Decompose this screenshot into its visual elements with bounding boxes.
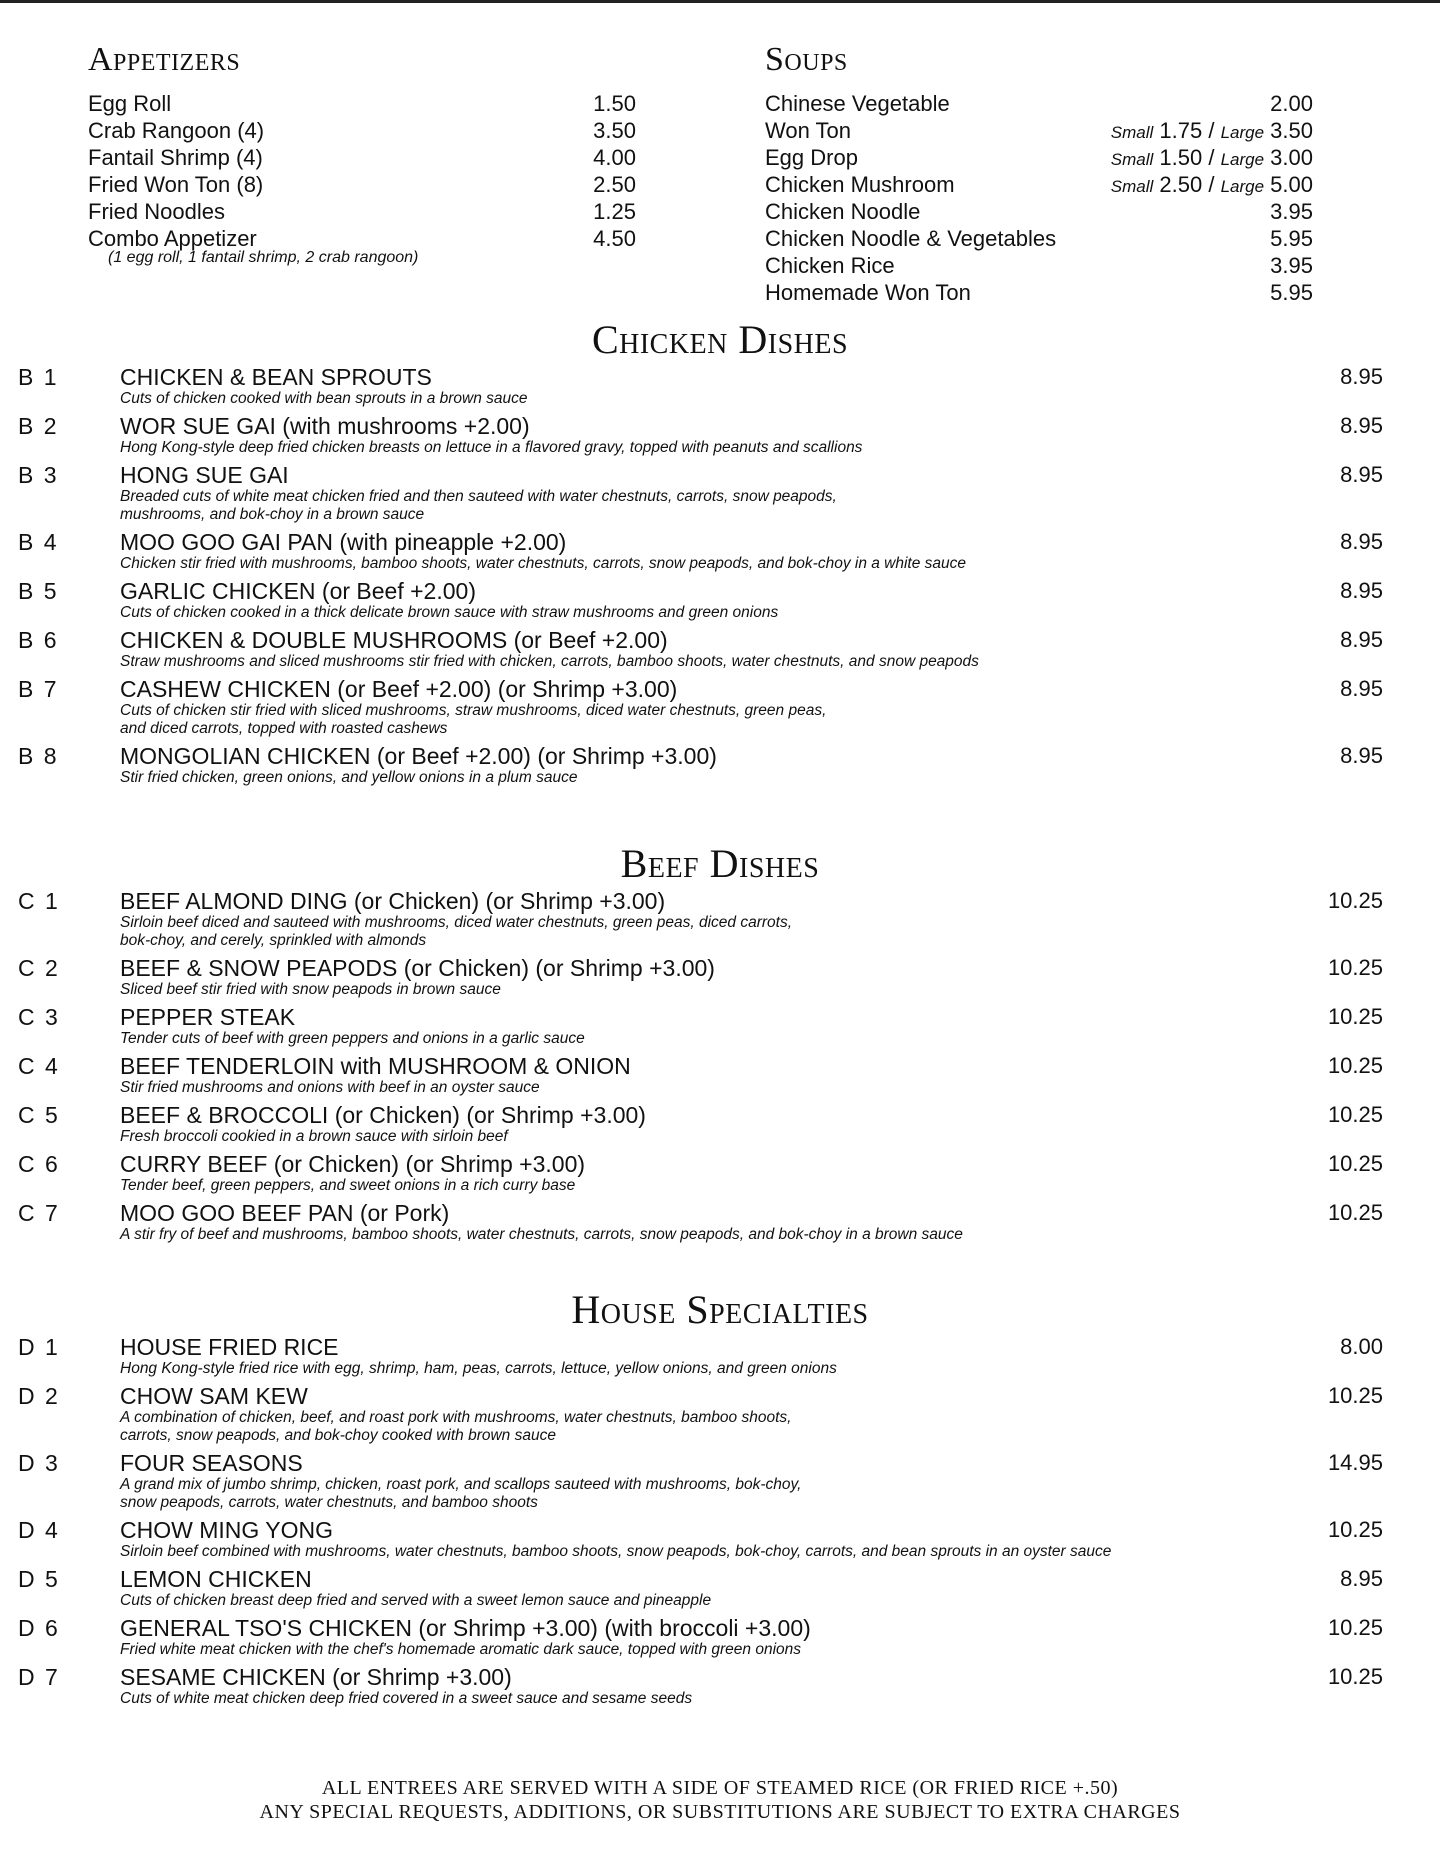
item-name: GARLIC CHICKEN (or Beef +2.00) <box>120 578 476 604</box>
item-name: SESAME CHICKEN (or Shrimp +3.00) <box>120 1664 512 1690</box>
appetizers-title: Appetizers <box>88 41 241 78</box>
top-section <box>0 40 1440 310</box>
menu-item <box>0 1334 1440 1378</box>
item-price: 8.95 <box>1340 364 1383 389</box>
appetizers-list <box>88 90 636 267</box>
appetizer-item <box>88 198 636 225</box>
large-price: 3.00 <box>1270 145 1313 170</box>
footer-extra-charges-note: ANY SPECIAL REQUESTS, ADDITIONS, OR SUBSTITUTIONS ARE SUBJECT TO EXTRA CHARGES <box>259 1801 1181 1823</box>
item-price: 10.25 <box>1327 1102 1383 1127</box>
menu-item <box>0 676 1440 738</box>
menu-item <box>0 743 1440 787</box>
item-code: B 4 <box>18 529 59 555</box>
soup-item <box>765 279 1313 306</box>
chicken-dishes-title: Chicken Dishes <box>591 317 849 362</box>
appetizer-name: Crab Rangoon (4) <box>88 118 265 143</box>
beef-dishes-section <box>0 842 1440 1249</box>
soup-price: Small 1.75 / Large 3.50 <box>1110 118 1313 143</box>
beef-dishes-title: Beef Dishes <box>620 841 820 886</box>
item-name: BEEF ALMOND DING (or Chicken) (or Shrimp +3.00) <box>120 888 666 914</box>
soup-name: Egg Drop <box>765 145 858 170</box>
soup-name: Chicken Rice <box>765 253 895 278</box>
item-name: BEEF & SNOW PEAPODS (or Chicken) (or Shrimp +3.00) <box>120 955 715 981</box>
appetizer-item <box>88 171 636 198</box>
item-price: 10.25 <box>1327 1151 1383 1176</box>
appetizer-item <box>88 90 636 117</box>
item-code: D 6 <box>18 1615 60 1641</box>
item-description: Cuts of white meat chicken deep fried covered in a sweet sauce and sesame seeds <box>120 1690 693 1707</box>
item-price: 10.25 <box>1327 1383 1383 1408</box>
menu-footer <box>0 1776 1440 1824</box>
appetizer-name: Combo Appetizer <box>88 226 257 251</box>
menu-item <box>0 1664 1440 1708</box>
appetizers-column <box>88 40 636 267</box>
item-name: CHOW MING YONG <box>120 1517 333 1543</box>
appetizer-name: Fried Noodles <box>88 199 225 224</box>
item-code: C 4 <box>18 1053 60 1079</box>
appetizer-item <box>88 144 636 171</box>
item-name: GENERAL TSO'S CHICKEN (or Shrimp +3.00) (with broccoli +3.00) <box>120 1615 811 1641</box>
appetizer-price: 2.50 <box>593 172 636 197</box>
menu-item <box>0 462 1440 524</box>
item-code: C 3 <box>18 1004 60 1030</box>
small-label: Small <box>1110 150 1154 169</box>
menu-item <box>0 1566 1440 1610</box>
item-description: Chicken stir fried with mushrooms, bamboo shoots, water chestnuts, carrots, snow peapods, and bok-choy in a white sauce <box>120 555 967 572</box>
item-name: MOO GOO GAI PAN (with pineapple +2.00) <box>120 529 567 555</box>
menu-item <box>0 413 1440 457</box>
menu-item <box>0 1151 1440 1195</box>
item-price: 10.25 <box>1327 1517 1383 1542</box>
item-code: D 2 <box>18 1383 60 1409</box>
item-description: mushrooms, and bok-choy in a brown sauce <box>120 506 425 523</box>
appetizer-name: Fried Won Ton (8) <box>88 172 264 197</box>
item-description: Hong Kong-style fried rice with egg, shrimp, ham, peas, carrots, lettuce, yellow onions, and green onions <box>120 1360 837 1377</box>
item-price: 8.95 <box>1340 413 1383 438</box>
item-name: BEEF TENDERLOIN with MUSHROOM & ONION <box>120 1053 631 1079</box>
large-price: 5.00 <box>1270 172 1313 197</box>
item-code: B 3 <box>18 462 59 488</box>
item-description: Breaded cuts of white meat chicken fried and then sauteed with water chestnuts, carrots, snow peapods, <box>120 488 837 505</box>
item-code: C 1 <box>18 888 60 914</box>
item-description: A grand mix of jumbo shrimp, chicken, roast pork, and scallops sauteed with mushrooms, bok-choy, <box>120 1476 802 1493</box>
large-label: Large <box>1220 123 1265 142</box>
appetizer-price: 4.00 <box>593 145 636 170</box>
item-price: 8.95 <box>1340 462 1383 487</box>
item-description: Sirloin beef diced and sauteed with mushrooms, diced water chestnuts, green peas, diced carrots, <box>120 914 793 931</box>
item-price: 8.95 <box>1340 529 1383 554</box>
item-code: C 7 <box>18 1200 60 1226</box>
soup-price: 3.95 <box>1270 199 1313 224</box>
menu-item <box>0 1102 1440 1146</box>
item-description: bok-choy, and cerely, sprinkled with almonds <box>120 932 427 949</box>
soup-item <box>765 144 1313 171</box>
item-description: A stir fry of beef and mushrooms, bamboo shoots, water chestnuts, carrots, snow peapods, and bok-choy in a brown sauce <box>120 1226 963 1243</box>
item-code: B 6 <box>18 627 59 653</box>
item-code: B 5 <box>18 578 59 604</box>
item-code: D 3 <box>18 1450 60 1476</box>
menu-item <box>0 1383 1440 1445</box>
item-description: snow peapods, carrots, water chestnuts, and bamboo shoots <box>120 1494 538 1511</box>
item-name: MOO GOO BEEF PAN (or Pork) <box>120 1200 450 1226</box>
beef-dishes-list <box>0 888 1440 1244</box>
item-name: PEPPER STEAK <box>120 1004 296 1030</box>
item-code: D 4 <box>18 1517 60 1543</box>
soup-item <box>765 252 1313 279</box>
soup-price: Small 2.50 / Large 5.00 <box>1110 172 1313 197</box>
item-description: Cuts of chicken cooked in a thick delicate brown sauce with straw mushrooms and green onions <box>120 604 779 621</box>
small-price: 1.50 <box>1159 145 1203 170</box>
item-code: C 5 <box>18 1102 60 1128</box>
menu-item <box>0 364 1440 408</box>
item-price: 10.25 <box>1327 1664 1383 1689</box>
menu-item <box>0 1517 1440 1561</box>
soup-item <box>765 171 1313 198</box>
item-description: Fresh broccoli cookied in a brown sauce with sirloin beef <box>120 1128 508 1145</box>
footer-rice-note: ALL ENTREES ARE SERVED WITH A SIDE OF STEAMED RICE (OR FRIED RICE +.50) <box>321 1777 1119 1799</box>
soup-name: Chinese Vegetable <box>765 91 950 116</box>
soup-item <box>765 198 1313 225</box>
menu-item <box>0 1450 1440 1512</box>
item-code: C 2 <box>18 955 60 981</box>
small-price: 2.50 <box>1159 172 1203 197</box>
soup-price: 5.95 <box>1270 226 1313 251</box>
house-specialties-title: House Specialties <box>571 1287 869 1332</box>
item-description: Fried white meat chicken with the chef's homemade aromatic dark sauce, topped with green onions <box>120 1641 802 1658</box>
item-price: 14.95 <box>1327 1450 1383 1475</box>
soups-list <box>765 90 1313 306</box>
menu-item <box>0 578 1440 622</box>
large-label: Large <box>1220 177 1265 196</box>
appetizer-note: (1 egg roll, 1 fantail shrimp, 2 crab rangoon) <box>108 249 419 266</box>
item-price: 10.25 <box>1327 1053 1383 1078</box>
item-name: CHICKEN & DOUBLE MUSHROOMS (or Beef +2.00) <box>120 627 668 653</box>
soups-column <box>765 40 1313 306</box>
item-description: Sirloin beef combined with mushrooms, water chestnuts, bamboo shoots, snow peapods, bok-choy, carrots, and bean sprouts in an oyster sauce <box>120 1543 1112 1560</box>
menu-item <box>0 627 1440 671</box>
soup-item <box>765 117 1313 144</box>
item-price: 8.95 <box>1340 676 1383 701</box>
item-price: 10.25 <box>1327 1004 1383 1029</box>
item-price: 8.95 <box>1340 627 1383 652</box>
appetizer-price: 3.50 <box>593 118 636 143</box>
item-code: D 5 <box>18 1566 60 1592</box>
chicken-dishes-section <box>0 318 1440 792</box>
appetizer-name: Fantail Shrimp (4) <box>88 145 263 170</box>
item-code: B 2 <box>18 413 59 439</box>
item-price: 10.25 <box>1327 888 1383 913</box>
item-description: Tender cuts of beef with green peppers and onions in a garlic sauce <box>120 1030 585 1047</box>
menu-item <box>0 1200 1440 1244</box>
item-code: D 7 <box>18 1664 60 1690</box>
item-description: Cuts of chicken stir fried with sliced mushrooms, straw mushrooms, diced water chestnuts, green peas, <box>120 702 827 719</box>
house-specialties-section <box>0 1288 1440 1713</box>
item-price: 10.25 <box>1327 955 1383 980</box>
chicken-dishes-list <box>0 364 1440 787</box>
appetizer-item <box>88 117 636 144</box>
item-name: CASHEW CHICKEN (or Beef +2.00) (or Shrimp +3.00) <box>120 676 678 702</box>
menu-item <box>0 529 1440 573</box>
menu-item <box>0 955 1440 999</box>
item-description: Cuts of chicken cooked with bean sprouts in a brown sauce <box>120 390 528 407</box>
item-name: CHOW SAM KEW <box>120 1383 308 1409</box>
small-label: Small <box>1110 123 1154 142</box>
soups-title: Soups <box>765 41 848 78</box>
item-description: carrots, snow peapods, and bok-choy cooked with brown sauce <box>120 1427 556 1444</box>
appetizer-item <box>88 225 636 252</box>
item-price: 8.95 <box>1340 578 1383 603</box>
appetizer-name: Egg Roll <box>88 91 172 116</box>
soup-name: Homemade Won Ton <box>765 280 971 305</box>
small-label: Small <box>1110 177 1154 196</box>
large-price: 3.50 <box>1270 118 1313 143</box>
appetizer-price: 1.25 <box>593 199 636 224</box>
item-price: 10.25 <box>1327 1200 1383 1225</box>
item-description: Stir fried mushrooms and onions with beef in an oyster sauce <box>120 1079 540 1096</box>
item-code: D 1 <box>18 1334 60 1360</box>
soup-price: 2.00 <box>1270 91 1313 116</box>
soup-item <box>765 225 1313 252</box>
soup-name: Chicken Mushroom <box>765 172 955 197</box>
soup-name: Chicken Noodle & Vegetables <box>765 226 1057 251</box>
menu-item <box>0 1615 1440 1659</box>
item-name: LEMON CHICKEN <box>120 1566 312 1592</box>
menu-item <box>0 888 1440 950</box>
soup-item <box>765 90 1313 117</box>
item-description: Cuts of chicken breast deep fried and served with a sweet lemon sauce and pineapple <box>120 1592 712 1609</box>
item-description: A combination of chicken, beef, and roast pork with mushrooms, water chestnuts, bamboo shoots, <box>120 1409 792 1426</box>
item-description: Straw mushrooms and sliced mushrooms stir fried with chicken, carrots, bamboo shoots, water chestnuts, and snow peapods <box>120 653 979 670</box>
item-description: and diced carrots, topped with roasted cashews <box>120 720 448 737</box>
item-name: HOUSE FRIED RICE <box>120 1334 339 1360</box>
item-price: 8.95 <box>1340 1566 1383 1591</box>
soup-name: Chicken Noodle <box>765 199 921 224</box>
item-name: FOUR SEASONS <box>120 1450 303 1476</box>
appetizer-price: 1.50 <box>593 91 636 116</box>
item-description: Stir fried chicken, green onions, and yellow onions in a plum sauce <box>120 769 578 786</box>
item-name: CURRY BEEF (or Chicken) (or Shrimp +3.00) <box>120 1151 586 1177</box>
item-price: 8.00 <box>1340 1334 1383 1359</box>
soup-price: 3.95 <box>1270 253 1313 278</box>
item-name: HONG SUE GAI <box>120 462 289 488</box>
soup-name: Won Ton <box>765 118 852 143</box>
item-code: B 8 <box>18 743 59 769</box>
item-code: B 1 <box>18 364 59 390</box>
item-description: Sliced beef stir fried with snow peapods in brown sauce <box>120 981 501 998</box>
menu-item <box>0 1053 1440 1097</box>
house-specialties-list <box>0 1334 1440 1708</box>
top-border-line <box>0 0 1440 3</box>
item-code: C 6 <box>18 1151 60 1177</box>
item-price: 10.25 <box>1327 1615 1383 1640</box>
soup-price: 5.95 <box>1270 280 1313 305</box>
small-price: 1.75 <box>1159 118 1203 143</box>
item-name: BEEF & BROCCOLI (or Chicken) (or Shrimp +3.00) <box>120 1102 646 1128</box>
large-label: Large <box>1220 150 1265 169</box>
appetizer-price: 4.50 <box>593 226 636 251</box>
item-price: 8.95 <box>1340 743 1383 768</box>
menu-item <box>0 1004 1440 1048</box>
item-name: MONGOLIAN CHICKEN (or Beef +2.00) (or Shrimp +3.00) <box>120 743 717 769</box>
item-name: CHICKEN & BEAN SPROUTS <box>120 364 432 390</box>
soup-price: Small 1.50 / Large 3.00 <box>1110 145 1313 170</box>
item-code: B 7 <box>18 676 59 702</box>
item-name: WOR SUE GAI (with mushrooms +2.00) <box>120 413 530 439</box>
item-description: Tender beef, green peppers, and sweet onions in a rich curry base <box>120 1177 576 1194</box>
item-description: Hong Kong-style deep fried chicken breasts on lettuce in a flavored gravy, topped with peanuts and scallions <box>120 439 863 456</box>
